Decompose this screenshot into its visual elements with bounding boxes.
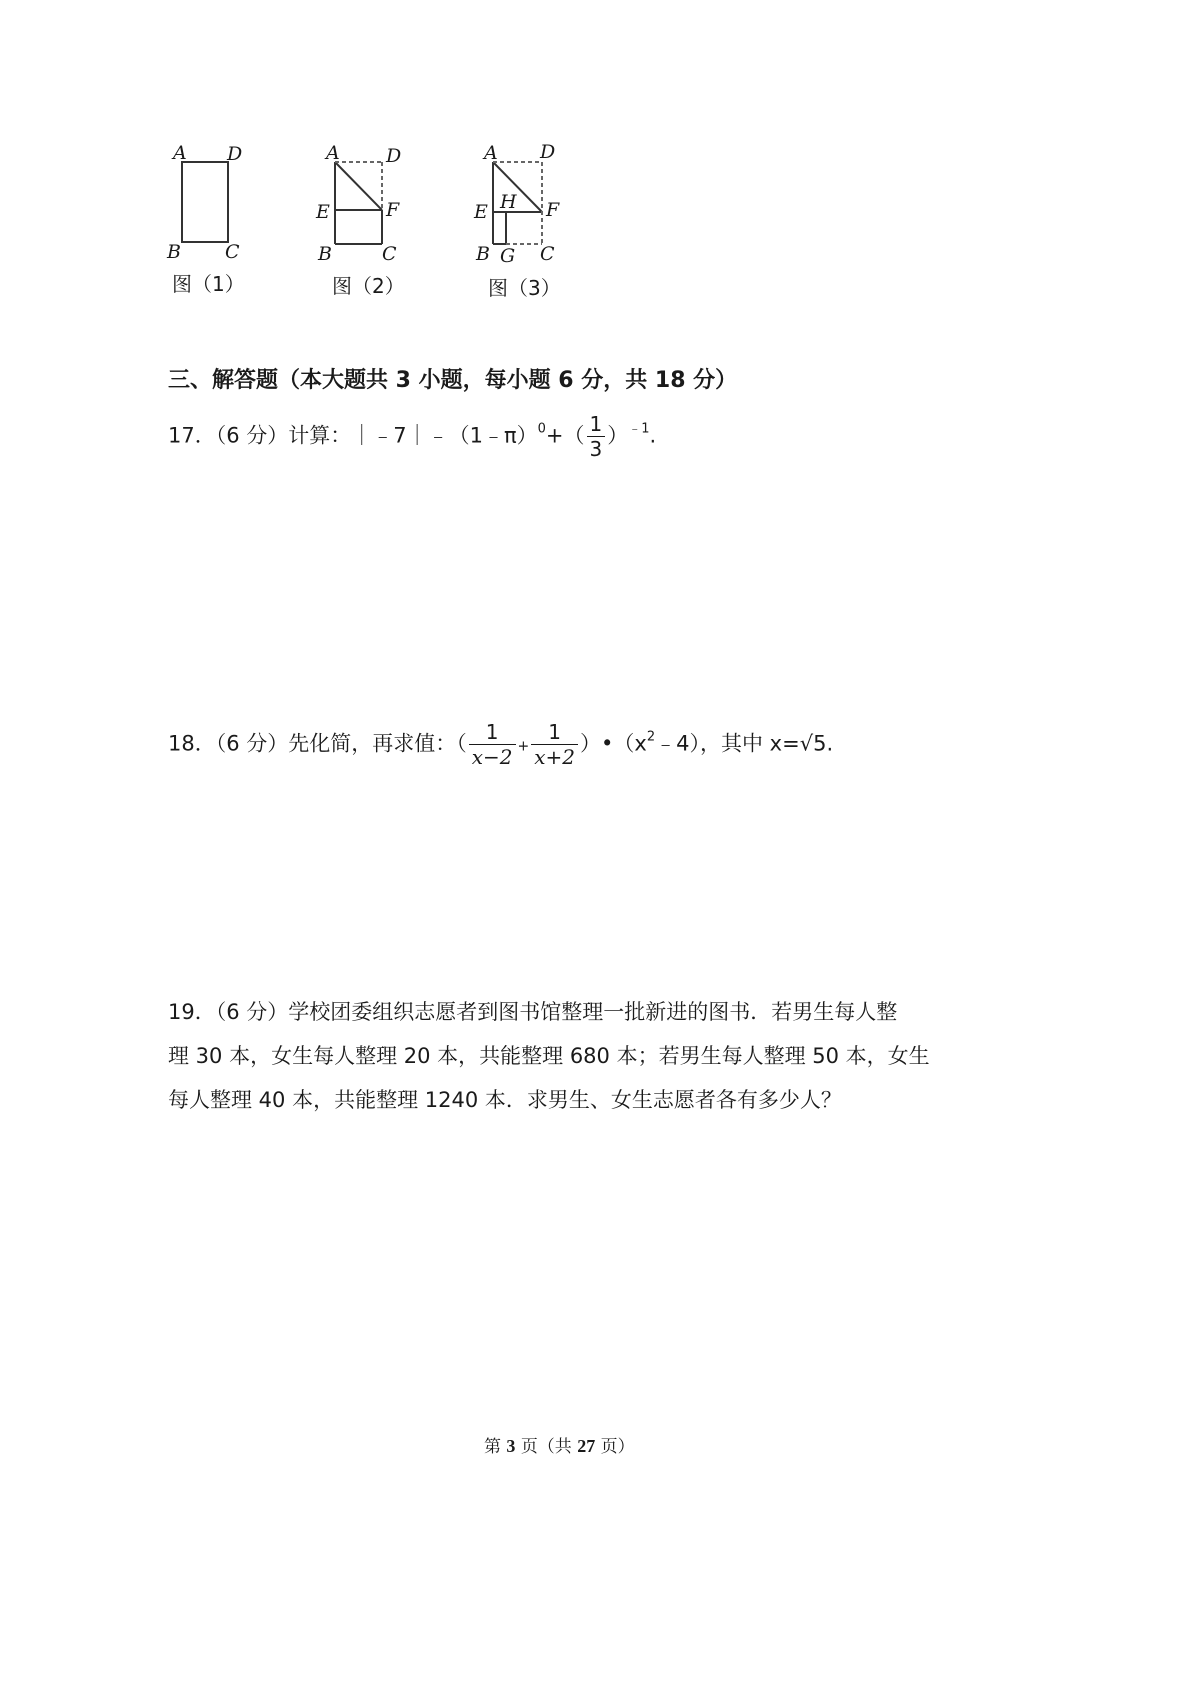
q18-fraction-2	[531, 720, 578, 769]
q19-line-1: 19．（6 分）学校团委组织志愿者到图书馆整理一批新进的图书．若男生每人整	[168, 1000, 898, 1024]
q18-fraction-1	[469, 720, 516, 769]
label-d: D	[540, 141, 556, 163]
page-footer	[484, 1432, 635, 1457]
section-heading: 三、解答题（本大题共 3 小题，每小题 6 分，共 18 分）	[168, 368, 738, 393]
footer-mid: 页（共	[520, 1437, 572, 1457]
q18-prefix: 18．（6 分）先化简，再求值：（	[168, 731, 467, 756]
q18-end: .	[826, 731, 834, 756]
label-a: A	[173, 142, 187, 164]
q17-close: ）	[607, 423, 629, 448]
label-b: B	[476, 243, 490, 265]
q18-tail: ﹣4），其中 x=	[655, 731, 800, 756]
figure-2	[312, 140, 422, 265]
footer-pre: 第	[484, 1437, 501, 1457]
figure-3-caption: 图（3）	[488, 276, 561, 300]
label-e: E	[316, 201, 330, 223]
rectangle-abcd	[182, 162, 228, 242]
q17-frac-den: 3	[589, 437, 603, 461]
footer-post: 页）	[600, 1437, 635, 1457]
q17-exponent-0: 0	[537, 421, 546, 437]
footer-total-pages: 27	[577, 1436, 596, 1456]
footer-page-number: 3	[506, 1436, 516, 1456]
q18-f1-num: 1	[469, 720, 516, 745]
q17-prefix: 17．（6 分）计算：	[168, 423, 352, 448]
q17-exponent-neg1: ﹣1	[628, 421, 650, 437]
label-a: A	[326, 142, 340, 164]
figure-3	[472, 140, 582, 265]
q18-sqrt: √5	[799, 731, 827, 756]
label-b: B	[318, 243, 332, 265]
label-c: C	[540, 243, 555, 265]
figure-2-caption: 图（2）	[332, 274, 405, 298]
fold-line-af	[335, 162, 382, 210]
q18-f1-den: x−2	[471, 745, 513, 769]
label-b: B	[167, 241, 181, 263]
figure-1-caption: 图（1）	[172, 272, 245, 296]
question-17	[168, 412, 656, 461]
q17-fraction	[587, 412, 606, 461]
q18-plus: +	[517, 738, 530, 755]
q18-f2-num: 1	[531, 720, 578, 745]
q17-frac-num: 1	[587, 412, 606, 437]
q17-end: .	[649, 423, 657, 448]
question-18	[168, 720, 833, 769]
label-c: C	[225, 241, 240, 263]
q18-f2-den: x+2	[534, 745, 576, 769]
q19-line-2: 理 30 本，女生每人整理 20 本，共能整理 680 本；若男生每人整理 50 本，女生	[168, 1044, 930, 1068]
label-f: F	[546, 199, 560, 221]
figure-1	[165, 140, 265, 265]
label-a: A	[484, 142, 498, 164]
q19-line-3: 每人整理 40 本，共能整理 1240 本．求男生、女生志愿者各有多少人？	[168, 1088, 842, 1112]
label-h: H	[500, 191, 517, 213]
label-g: G	[500, 245, 516, 265]
q18-mid: ）•（x	[580, 731, 647, 756]
q17-plus: +（	[545, 423, 585, 448]
label-d: D	[227, 143, 243, 165]
question-19	[168, 990, 958, 1122]
label-d: D	[386, 145, 402, 167]
q18-exponent-2: 2	[646, 729, 656, 745]
q17-abs-expr: ｜﹣7｜﹣（1﹣π）	[351, 423, 538, 448]
label-c: C	[382, 243, 397, 265]
label-e: E	[474, 201, 488, 223]
label-f: F	[386, 199, 400, 221]
